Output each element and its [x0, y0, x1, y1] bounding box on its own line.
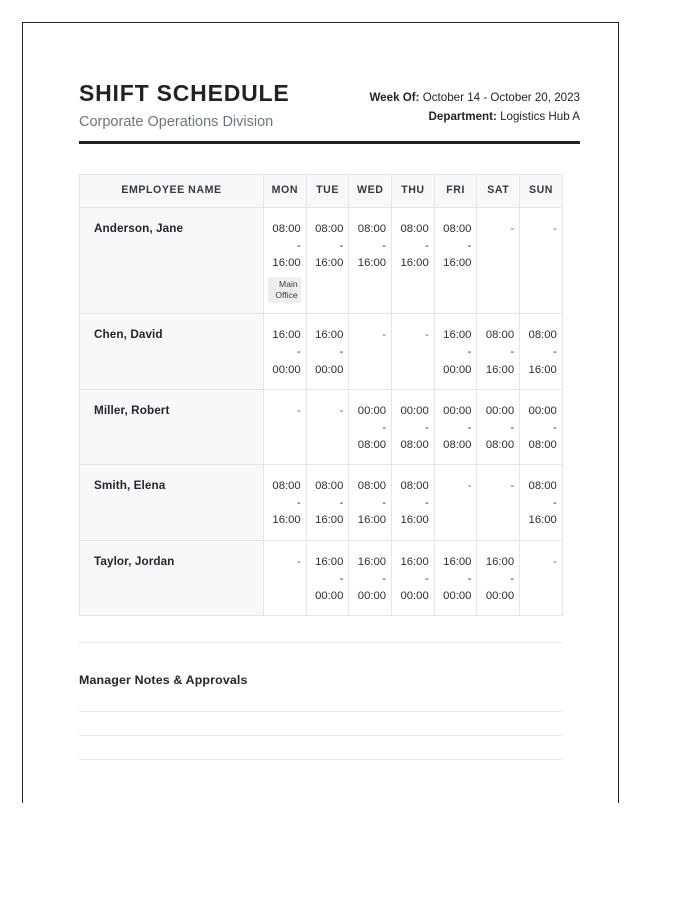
shift-time	[311, 478, 344, 529]
shift-start: 08:00	[400, 222, 429, 235]
shift-dash: -	[339, 346, 344, 359]
employee-name-cell: Chen, David	[80, 314, 264, 389]
shift-time	[353, 221, 386, 272]
table-body	[80, 207, 563, 615]
shift-end: 00:00	[485, 589, 515, 602]
shift-dash: -	[424, 572, 429, 585]
shift-cell	[477, 314, 520, 389]
shift-cell	[520, 207, 563, 313]
document-page	[22, 22, 619, 803]
shift-empty-mark: -	[553, 555, 557, 568]
shift-cell	[392, 465, 435, 540]
shift-time	[268, 327, 301, 378]
schedule-table	[79, 174, 563, 616]
shift-empty-mark: -	[296, 555, 301, 568]
shift-empty-mark: -	[424, 329, 429, 342]
shift-dash: -	[424, 497, 429, 510]
shift-end: 00:00	[400, 589, 429, 602]
shift-dash: -	[467, 572, 472, 585]
shift-dash: -	[553, 497, 557, 510]
shift-end: 16:00	[400, 257, 429, 270]
shift-empty-mark: -	[339, 404, 344, 417]
meta-department-label: Department:	[428, 110, 497, 124]
shift-start: 08:00	[272, 480, 301, 493]
shift-time	[396, 554, 429, 605]
schedule-table-wrap	[79, 174, 580, 616]
shift-start: 08:00	[528, 329, 557, 342]
shift-end: 00:00	[443, 363, 472, 376]
shift-dash: -	[296, 497, 301, 510]
shift-cell	[306, 540, 349, 615]
page-subtitle: Corporate Operations Division	[79, 113, 274, 130]
shift-end: 16:00	[485, 363, 515, 376]
shift-dash: -	[296, 346, 301, 359]
column-header-fri: FRI	[434, 174, 477, 207]
shift-time	[439, 221, 472, 272]
header-divider	[79, 141, 580, 144]
shift-empty-mark: -	[553, 222, 557, 235]
shift-cell	[349, 207, 392, 313]
shift-end: 08:00	[485, 439, 515, 451]
column-header-tue: TUE	[306, 174, 349, 207]
shift-end: 00:00	[315, 363, 344, 376]
column-header-wed: WED	[349, 174, 392, 207]
shift-start: 08:00	[443, 222, 472, 235]
shift-time	[524, 478, 557, 529]
shift-cell	[264, 389, 307, 464]
shift-dash: -	[510, 572, 515, 585]
shift-start: 08:00	[357, 480, 387, 493]
shift-end: 08:00	[443, 439, 472, 451]
meta-department-row	[369, 107, 580, 127]
shift-dash: -	[296, 240, 301, 253]
employee-name-cell: Miller, Robert	[80, 389, 264, 464]
shift-end: 00:00	[315, 589, 344, 602]
shift-start: 08:00	[485, 329, 515, 342]
shift-start: 00:00	[357, 404, 387, 417]
document-header	[79, 81, 580, 132]
shift-dash: -	[424, 421, 429, 434]
shift-time	[396, 221, 429, 272]
column-header-sun: SUN	[520, 174, 563, 207]
shift-dash: -	[382, 421, 387, 434]
shift-dash: -	[510, 421, 515, 434]
manager-notes-blank-line[interactable]	[79, 711, 562, 712]
column-header-employee-name: EMPLOYEE NAME	[80, 174, 264, 207]
shift-cell	[306, 389, 349, 464]
employee-name-cell: Anderson, Jane	[80, 207, 264, 313]
shift-cell	[520, 389, 563, 464]
shift-end: 16:00	[315, 257, 344, 270]
shift-start: 08:00	[272, 222, 301, 235]
shift-dash: -	[510, 346, 515, 359]
shift-cell	[434, 314, 477, 389]
shift-cell	[477, 207, 520, 313]
shift-empty-mark: -	[467, 480, 472, 493]
shift-end: 08:00	[400, 439, 429, 451]
shift-cell	[264, 540, 307, 615]
manager-notes-blank-line[interactable]	[79, 735, 562, 736]
shift-dash: -	[339, 240, 344, 253]
title-block	[79, 81, 290, 132]
shift-time	[439, 327, 472, 378]
column-header-sat: SAT	[477, 174, 520, 207]
shift-cell	[392, 389, 435, 464]
shift-empty-mark: -	[296, 404, 301, 417]
shift-end: 16:00	[528, 514, 557, 527]
table-header	[80, 174, 563, 207]
shift-start: 08:00	[400, 480, 429, 493]
shift-cell	[306, 465, 349, 540]
shift-end: 16:00	[357, 514, 387, 527]
employee-name-cell: Taylor, Jordan	[80, 540, 264, 615]
manager-notes-lines[interactable]	[79, 711, 562, 760]
shift-start: 16:00	[357, 555, 387, 568]
table-row	[80, 314, 563, 389]
shift-start: 08:00	[315, 480, 344, 493]
shift-location-badge: Main Office	[268, 277, 301, 303]
shift-end: 16:00	[272, 257, 301, 270]
shift-end: 16:00	[272, 514, 301, 527]
shift-start: 08:00	[357, 222, 387, 235]
shift-start: 00:00	[528, 404, 557, 417]
shift-cell	[264, 207, 307, 313]
shift-end: 16:00	[528, 363, 557, 376]
shift-end: 16:00	[315, 514, 344, 527]
shift-time	[353, 554, 386, 605]
shift-cell	[434, 465, 477, 540]
shift-cell	[520, 465, 563, 540]
shift-time	[311, 221, 344, 272]
page-title: SHIFT SCHEDULE	[79, 80, 290, 106]
shift-time	[353, 478, 386, 529]
shift-time	[311, 554, 344, 605]
meta-week-label: Week Of:	[369, 90, 420, 104]
shift-cell	[306, 207, 349, 313]
shift-cell	[434, 389, 477, 464]
shift-cell	[306, 314, 349, 389]
table-header-row	[80, 174, 563, 207]
shift-time	[481, 327, 514, 378]
column-header-mon: MON	[264, 174, 307, 207]
shift-dash: -	[553, 421, 557, 434]
shift-dash: -	[339, 497, 344, 510]
meta-department-value: Logistics Hub A	[500, 110, 580, 124]
shift-end: 00:00	[443, 589, 472, 602]
shift-start: 08:00	[315, 222, 344, 235]
shift-time	[481, 403, 514, 454]
shift-dash: -	[339, 572, 344, 585]
shift-start: 00:00	[443, 404, 472, 417]
shift-start: 00:00	[485, 404, 515, 417]
shift-cell	[520, 314, 563, 389]
shift-time	[268, 221, 301, 272]
shift-time	[481, 554, 514, 605]
shift-start: 16:00	[485, 555, 515, 568]
shift-time	[439, 554, 472, 605]
footer-divider	[79, 642, 562, 643]
shift-cell	[349, 540, 392, 615]
shift-start: 16:00	[400, 555, 429, 568]
shift-cell	[392, 314, 435, 389]
employee-name-cell: Smith, Elena	[80, 465, 264, 540]
shift-cell	[349, 389, 392, 464]
table-row	[80, 389, 563, 464]
shift-start: 00:00	[400, 404, 429, 417]
shift-cell	[434, 540, 477, 615]
shift-time	[311, 327, 344, 378]
shift-start: 16:00	[443, 329, 472, 342]
document-meta	[369, 88, 580, 133]
shift-cell	[349, 465, 392, 540]
shift-cell	[392, 207, 435, 313]
shift-empty-mark: -	[510, 222, 515, 235]
column-header-thu: THU	[392, 174, 435, 207]
shift-end: 00:00	[357, 589, 387, 602]
shift-cell	[477, 465, 520, 540]
shift-cell	[264, 314, 307, 389]
shift-start: 16:00	[315, 555, 344, 568]
shift-cell	[392, 540, 435, 615]
shift-end: 16:00	[357, 257, 387, 270]
meta-week-value: October 14 - October 20, 2023	[422, 90, 580, 104]
shift-start: 16:00	[272, 329, 301, 342]
shift-dash: -	[467, 240, 472, 253]
shift-empty-mark: -	[382, 329, 387, 342]
shift-time	[524, 403, 557, 454]
table-row	[80, 465, 563, 540]
shift-end: 08:00	[528, 439, 557, 451]
shift-dash: -	[382, 572, 387, 585]
shift-dash: -	[424, 240, 429, 253]
table-row	[80, 207, 563, 313]
shift-time	[396, 478, 429, 529]
shift-end: 08:00	[357, 439, 387, 451]
shift-cell	[349, 314, 392, 389]
manager-notes-title: Manager Notes & Approvals	[79, 673, 248, 688]
shift-time	[396, 403, 429, 454]
shift-cell	[477, 540, 520, 615]
shift-end: 16:00	[443, 257, 472, 270]
shift-time	[439, 403, 472, 454]
shift-time	[268, 478, 301, 529]
shift-dash: -	[382, 497, 387, 510]
shift-cell	[264, 465, 307, 540]
shift-start: 16:00	[315, 329, 344, 342]
meta-week-row	[369, 88, 580, 108]
shift-end: 00:00	[272, 363, 301, 376]
shift-cell	[520, 540, 563, 615]
shift-end: 16:00	[400, 514, 429, 527]
shift-dash: -	[467, 421, 472, 434]
shift-time	[353, 403, 386, 454]
shift-dash: -	[382, 240, 387, 253]
shift-start: 16:00	[443, 555, 472, 568]
shift-start: 08:00	[528, 480, 557, 493]
shift-cell	[477, 389, 520, 464]
shift-time	[524, 327, 557, 378]
shift-cell	[434, 207, 477, 313]
shift-dash: -	[553, 346, 557, 359]
shift-empty-mark: -	[510, 480, 515, 493]
manager-notes-blank-line[interactable]	[79, 759, 562, 760]
table-row	[80, 540, 563, 615]
shift-dash: -	[467, 346, 472, 359]
